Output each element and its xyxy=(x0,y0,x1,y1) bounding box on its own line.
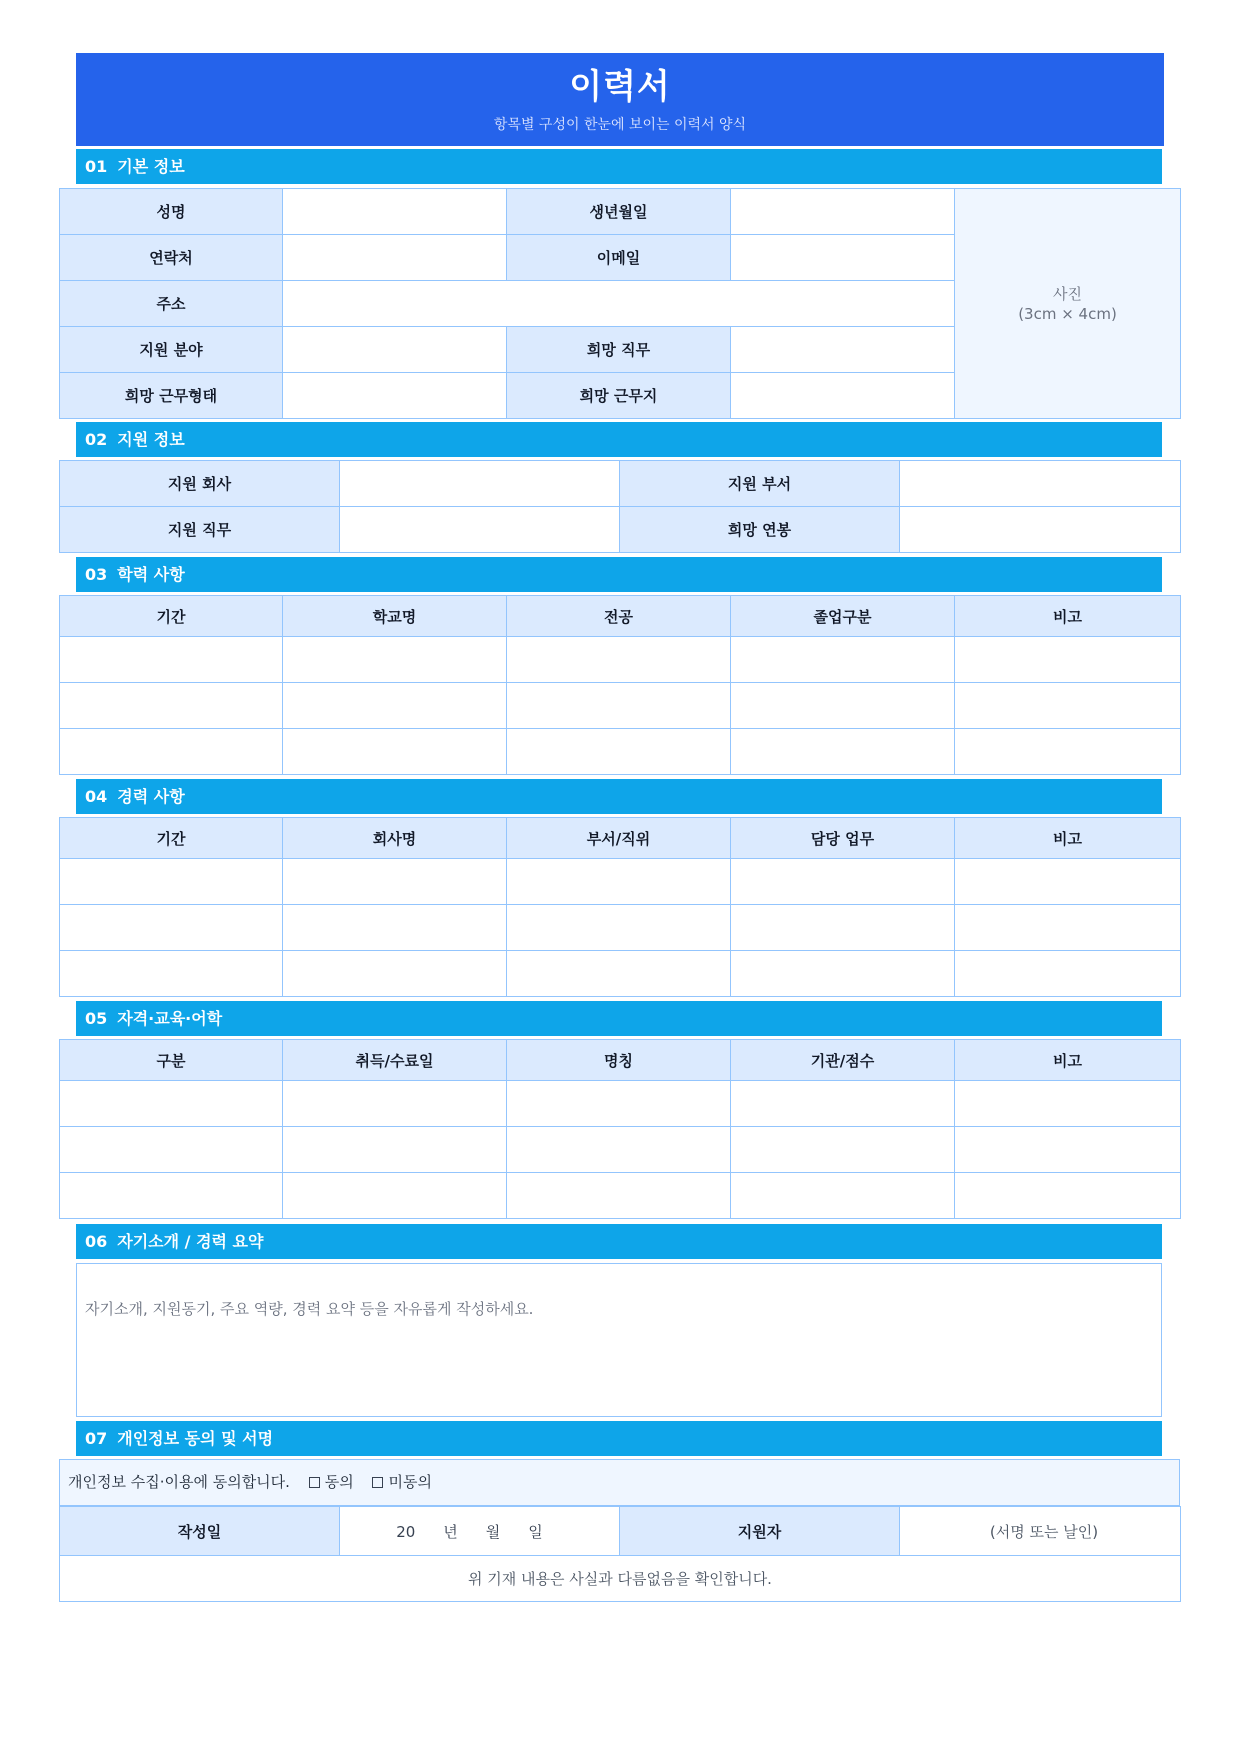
table-cell[interactable] xyxy=(955,729,1181,775)
table-cell[interactable] xyxy=(60,859,283,905)
date-month-unit: 월 xyxy=(485,1522,501,1541)
column-header: 비고 xyxy=(955,1040,1181,1081)
table-cell[interactable] xyxy=(731,951,955,997)
table-cell[interactable] xyxy=(507,859,731,905)
table-cell[interactable] xyxy=(60,1081,283,1127)
intro-textarea[interactable] xyxy=(76,1263,1162,1417)
phone-field[interactable] xyxy=(283,235,507,281)
section-number: 01 xyxy=(85,157,108,176)
section-title: 경력 사항 xyxy=(117,787,185,806)
section-title: 개인정보 동의 및 서명 xyxy=(117,1429,274,1448)
table-cell[interactable] xyxy=(60,637,283,683)
table-cell[interactable] xyxy=(507,905,731,951)
table-cell[interactable] xyxy=(60,729,283,775)
table-cell[interactable] xyxy=(955,637,1181,683)
company-field[interactable] xyxy=(340,461,620,507)
desired-job-label: 희망 직무 xyxy=(507,327,731,373)
table-row xyxy=(60,859,1181,905)
column-header: 비고 xyxy=(955,818,1181,859)
section-header-consent xyxy=(76,1421,1162,1456)
table-cell[interactable] xyxy=(60,683,283,729)
table-row xyxy=(60,905,1181,951)
table-cell[interactable] xyxy=(955,1173,1181,1219)
date-day-unit: 일 xyxy=(528,1522,543,1541)
photo-size: (3cm × 4cm) xyxy=(1018,304,1117,323)
table-row xyxy=(60,637,1181,683)
dept-field[interactable] xyxy=(900,461,1181,507)
table-cell[interactable] xyxy=(731,1127,955,1173)
table-cell[interactable] xyxy=(283,683,507,729)
section-title: 자기소개 / 경력 요약 xyxy=(117,1232,264,1251)
checkbox-icon[interactable] xyxy=(372,1477,383,1488)
apply-info-table xyxy=(59,460,1181,553)
section-number: 06 xyxy=(85,1232,108,1251)
table-cell[interactable] xyxy=(955,859,1181,905)
document-header xyxy=(76,53,1164,146)
education-table xyxy=(59,595,1181,775)
table-row xyxy=(60,951,1181,997)
table-row xyxy=(60,729,1181,775)
section-number: 03 xyxy=(85,565,108,584)
table-cell[interactable] xyxy=(283,1173,507,1219)
desired-job-field[interactable] xyxy=(731,327,955,373)
intro-placeholder: 자기소개, 지원동기, 주요 역량, 경력 요약 등을 자유롭게 작성하세요. xyxy=(85,1300,534,1318)
column-header: 졸업구분 xyxy=(731,596,955,637)
section-header-apply xyxy=(76,422,1162,457)
table-cell[interactable] xyxy=(283,637,507,683)
date-field[interactable] xyxy=(340,1507,620,1556)
address-field[interactable] xyxy=(283,281,955,327)
email-field[interactable] xyxy=(731,235,955,281)
table-cell[interactable] xyxy=(507,683,731,729)
section-title: 자격·교육·어학 xyxy=(117,1009,223,1028)
phone-label: 연락처 xyxy=(60,235,283,281)
cert-table xyxy=(59,1039,1181,1219)
address-label: 주소 xyxy=(60,281,283,327)
field-field[interactable] xyxy=(283,327,507,373)
table-cell[interactable] xyxy=(731,905,955,951)
document-title: 이력서 xyxy=(569,67,671,107)
basic-info-table xyxy=(59,188,1181,419)
work-type-field[interactable] xyxy=(283,373,507,419)
column-header: 전공 xyxy=(507,596,731,637)
salary-label: 희망 연봉 xyxy=(620,507,900,553)
salary-field[interactable] xyxy=(900,507,1181,553)
signer-label: 지원자 xyxy=(620,1507,900,1556)
table-cell[interactable] xyxy=(60,1173,283,1219)
company-label: 지원 회사 xyxy=(60,461,340,507)
column-header: 비고 xyxy=(955,596,1181,637)
column-header: 명칭 xyxy=(507,1040,731,1081)
consent-agree-option[interactable] xyxy=(309,1473,354,1491)
table-cell[interactable] xyxy=(731,1173,955,1219)
table-cell[interactable] xyxy=(731,859,955,905)
table-cell[interactable] xyxy=(283,951,507,997)
table-cell[interactable] xyxy=(731,683,955,729)
consent-row xyxy=(59,1459,1180,1506)
table-cell[interactable] xyxy=(507,729,731,775)
table-cell[interactable] xyxy=(731,637,955,683)
table-cell[interactable] xyxy=(507,1173,731,1219)
column-header: 담당 업무 xyxy=(731,818,955,859)
table-cell[interactable] xyxy=(283,905,507,951)
signature-field[interactable] xyxy=(900,1507,1181,1556)
table-cell[interactable] xyxy=(955,905,1181,951)
table-cell[interactable] xyxy=(507,1127,731,1173)
table-cell[interactable] xyxy=(60,951,283,997)
consent-text: 개인정보 수집·이용에 동의합니다. xyxy=(68,1473,290,1491)
job-label: 지원 직무 xyxy=(60,507,340,553)
career-table xyxy=(59,817,1181,997)
table-cell[interactable] xyxy=(283,1081,507,1127)
table-cell[interactable] xyxy=(283,1127,507,1173)
table-cell[interactable] xyxy=(955,1081,1181,1127)
checkbox-icon[interactable] xyxy=(309,1477,320,1488)
confirm-statement: 위 기재 내용은 사실과 다름없음을 확인합니다. xyxy=(60,1556,1181,1602)
table-row xyxy=(60,683,1181,729)
column-header: 취득/수료일 xyxy=(283,1040,507,1081)
column-header: 기관/점수 xyxy=(731,1040,955,1081)
table-cell[interactable] xyxy=(507,1081,731,1127)
date-year: 20 xyxy=(396,1522,416,1541)
dept-label: 지원 부서 xyxy=(620,461,900,507)
section-header-education xyxy=(76,557,1162,592)
table-cell[interactable] xyxy=(955,683,1181,729)
work-type-label: 희망 근무형태 xyxy=(60,373,283,419)
section-header-cert xyxy=(76,1001,1162,1036)
table-row xyxy=(60,1081,1181,1127)
section-number: 05 xyxy=(85,1009,108,1028)
section-title: 기본 정보 xyxy=(117,157,185,176)
column-header: 부서/직위 xyxy=(507,818,731,859)
date-label: 작성일 xyxy=(60,1507,340,1556)
job-field[interactable] xyxy=(340,507,620,553)
table-row xyxy=(60,1173,1181,1219)
table-cell[interactable] xyxy=(731,1081,955,1127)
table-cell[interactable] xyxy=(60,905,283,951)
section-number: 02 xyxy=(85,430,108,449)
section-number: 07 xyxy=(85,1429,108,1448)
column-header: 학교명 xyxy=(283,596,507,637)
column-header: 기간 xyxy=(60,596,283,637)
signature-table xyxy=(59,1506,1181,1602)
signature-hint: (서명 또는 날인) xyxy=(989,1522,1099,1541)
table-cell[interactable] xyxy=(731,729,955,775)
name-field[interactable] xyxy=(283,189,507,235)
section-header-intro xyxy=(76,1224,1162,1259)
birth-field[interactable] xyxy=(731,189,955,235)
table-row xyxy=(60,1127,1181,1173)
birth-label: 생년월일 xyxy=(507,189,731,235)
table-cell[interactable] xyxy=(507,951,731,997)
photo-label: 사진 xyxy=(1053,284,1082,303)
email-label: 이메일 xyxy=(507,235,731,281)
table-cell[interactable] xyxy=(283,859,507,905)
consent-disagree-option[interactable] xyxy=(372,1473,431,1491)
work-place-field[interactable] xyxy=(731,373,955,419)
section-header-basic xyxy=(76,149,1162,184)
table-cell[interactable] xyxy=(955,951,1181,997)
section-title: 지원 정보 xyxy=(117,430,185,449)
section-title: 학력 사항 xyxy=(117,565,185,584)
field-label: 지원 분야 xyxy=(60,327,283,373)
column-header: 기간 xyxy=(60,818,283,859)
table-cell[interactable] xyxy=(507,637,731,683)
table-cell[interactable] xyxy=(955,1127,1181,1173)
name-label: 성명 xyxy=(60,189,283,235)
column-header: 구분 xyxy=(60,1040,283,1081)
agree-label: 동의 xyxy=(324,1473,354,1491)
section-header-career xyxy=(76,779,1162,814)
table-cell[interactable] xyxy=(283,729,507,775)
table-cell[interactable] xyxy=(60,1127,283,1173)
date-year-unit: 년 xyxy=(443,1522,458,1541)
photo-placeholder[interactable] xyxy=(955,189,1181,419)
disagree-label: 미동의 xyxy=(388,1473,432,1491)
section-number: 04 xyxy=(85,787,108,806)
document-subtitle: 항목별 구성이 한눈에 보이는 이력서 양식 xyxy=(493,117,747,133)
column-header: 회사명 xyxy=(283,818,507,859)
work-place-label: 희망 근무지 xyxy=(507,373,731,419)
